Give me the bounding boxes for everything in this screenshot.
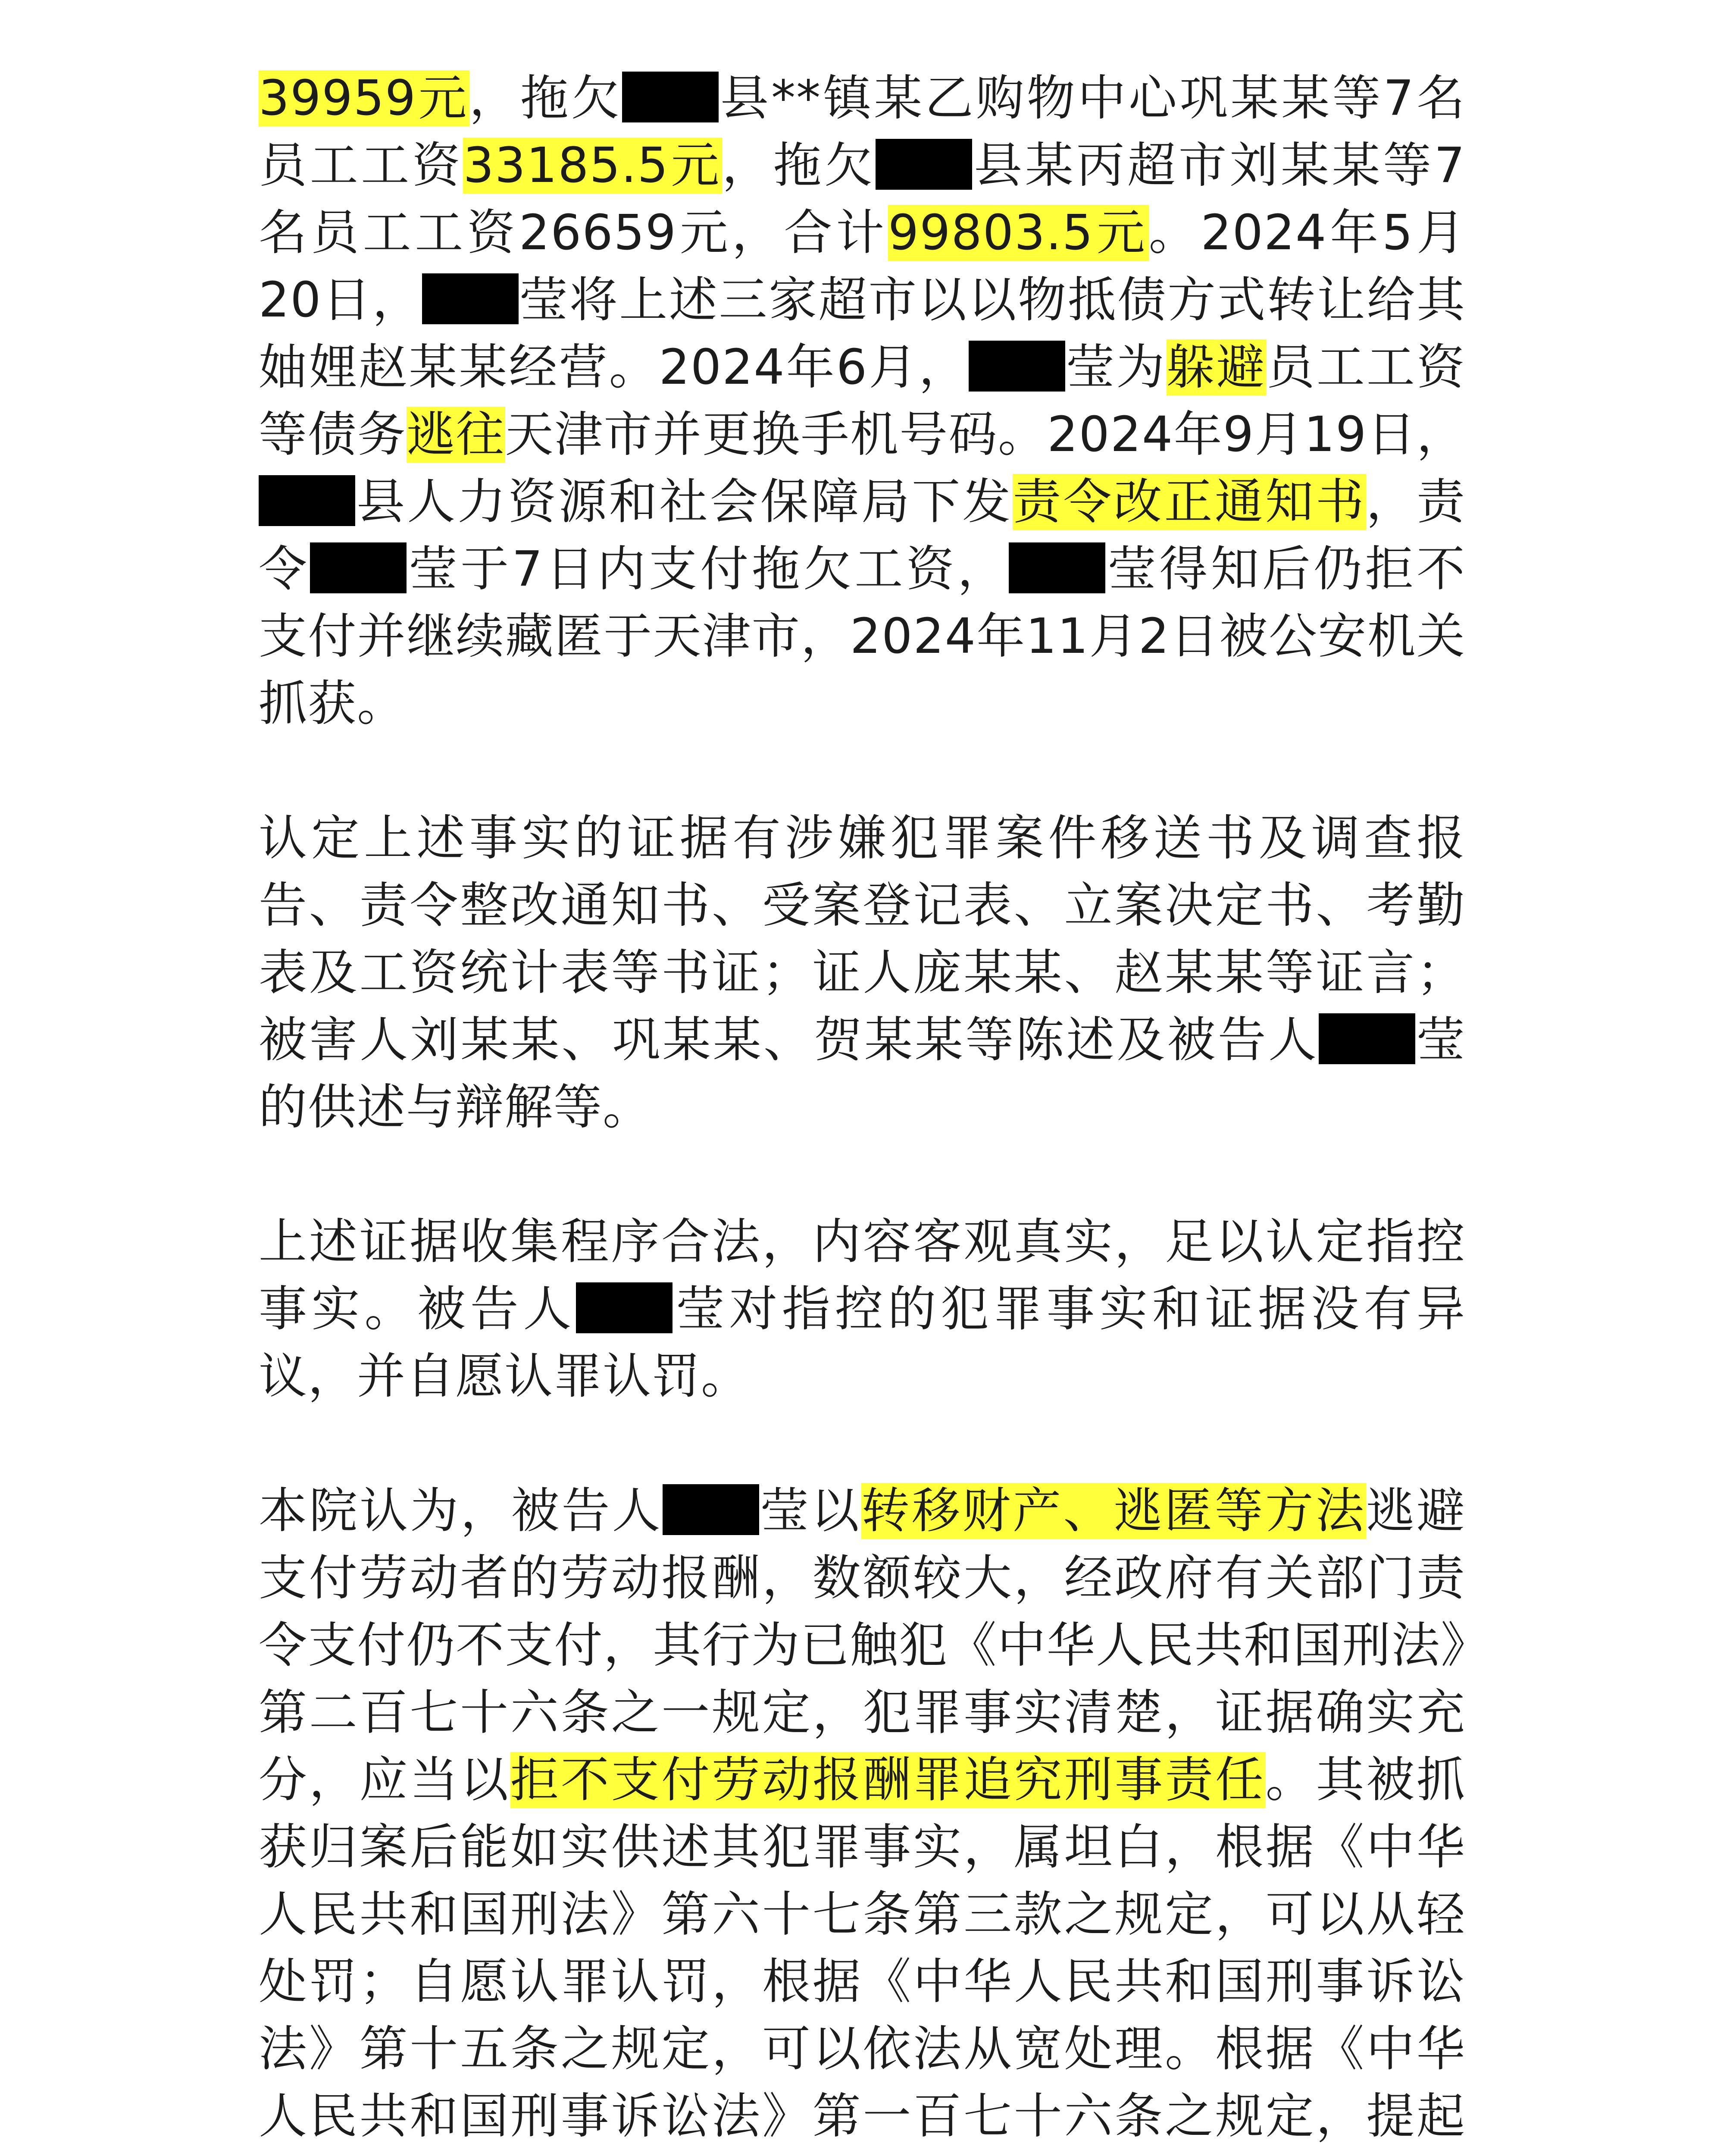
text-segment: 员工工资等债务 bbox=[259, 339, 1466, 463]
highlighted-phrase: 躲避 bbox=[1166, 339, 1267, 395]
document-page bbox=[259, 65, 1466, 2156]
redaction-block bbox=[663, 1484, 759, 1535]
text-segment: 莹为 bbox=[1065, 339, 1167, 395]
text-segment: 莹以 bbox=[759, 1483, 862, 1539]
highlighted-amount: 99803.5元 bbox=[888, 205, 1149, 261]
text-segment: 莹的供述与辩解等。 bbox=[259, 1012, 1466, 1135]
redaction-block bbox=[969, 341, 1065, 392]
text-segment: 莹将上述三家超市以以物抵债方式转让给其妯娌赵某某经营。2024年6月， bbox=[259, 272, 1466, 395]
text-segment: 县**镇某乙购物中心巩某某等7名员工工资 bbox=[259, 70, 1466, 194]
facts-paragraph bbox=[259, 65, 1466, 737]
text-segment: 本院认为，被告人 bbox=[259, 1483, 663, 1539]
highlighted-phrase: 转移财产、逃匿等方法 bbox=[861, 1483, 1366, 1539]
text-segment: 县某丙超市刘某某等7名员工工资26659元，合计 bbox=[259, 138, 1466, 261]
text-segment: 。其被抓获归案后能如实供述其犯罪事实，属坦白，根据《中华人民共和国刑法》第六十七条第三款之规定，可以从轻处罚；自愿认罪认罚，根据《中华人民共和国刑事诉讼法》第十五条之规定，可以依法从宽处理。根据《中华人民共和国刑事诉讼法》第一百七十六条之规定，提起 bbox=[259, 1752, 1466, 2144]
redaction-block bbox=[422, 273, 519, 324]
redaction-block bbox=[259, 475, 355, 526]
evidence-assessment-paragraph bbox=[259, 1208, 1466, 1410]
redaction-block bbox=[876, 139, 972, 190]
text-segment: ，责令 bbox=[259, 474, 1466, 597]
text-segment: 县人力资源和社会保障局下发 bbox=[355, 474, 1013, 530]
text-segment: ，拖欠 bbox=[722, 138, 876, 194]
redaction-block bbox=[1319, 1013, 1415, 1064]
text-segment: 逃避支付劳动者的劳动报酬，数额较大，经政府有关部门责令支付仍不支付，其行为已触犯《中华人民共和国刑法》第二百七十六条之一规定，犯罪事实清楚，证据确实充分，应当以 bbox=[259, 1483, 1466, 1808]
text-segment: 上述证据收集程序合法，内容客观真实，足以认定指控事实。被告人 bbox=[259, 1214, 1466, 1337]
redaction-block bbox=[1009, 542, 1105, 593]
text-segment: 莹得知后仍拒不支付并继续藏匿于天津市，2024年11月2日被公安机关抓获。 bbox=[259, 541, 1466, 732]
text-segment: 。2024年5月20日， bbox=[259, 205, 1466, 328]
court-opinion-paragraph bbox=[259, 1477, 1466, 2156]
highlighted-phrase: 拒不支付劳动报酬罪追究刑事责任 bbox=[510, 1752, 1266, 1808]
text-segment: 天津市并更换手机号码。2024年9月19日， bbox=[505, 407, 1466, 463]
highlighted-phrase: 责令改正通知书 bbox=[1013, 474, 1366, 530]
redaction-block bbox=[310, 542, 407, 593]
text-segment: 认定上述事实的证据有涉嫌犯罪案件移送书及调查报告、责令整改通知书、受案登记表、立案决定书、考勤表及工资统计表等书证；证人庞某某、赵某某等证言；被害人刘某某、巩某某、贺某某等陈述及被告人 bbox=[259, 810, 1466, 1068]
highlighted-phrase: 逃往 bbox=[406, 407, 505, 463]
evidence-paragraph bbox=[259, 805, 1466, 1141]
text-segment: 莹于7日内支付拖欠工资， bbox=[407, 541, 1009, 597]
redaction-block bbox=[622, 72, 719, 122]
redaction-block bbox=[576, 1282, 673, 1333]
highlighted-amount: 39959元 bbox=[259, 70, 469, 126]
text-segment: ，拖欠 bbox=[469, 70, 622, 126]
text-segment: 莹对指控的犯罪事实和证据没有异议，并自愿认罪认罚。 bbox=[259, 1281, 1466, 1404]
highlighted-amount: 33185.5元 bbox=[463, 138, 722, 194]
